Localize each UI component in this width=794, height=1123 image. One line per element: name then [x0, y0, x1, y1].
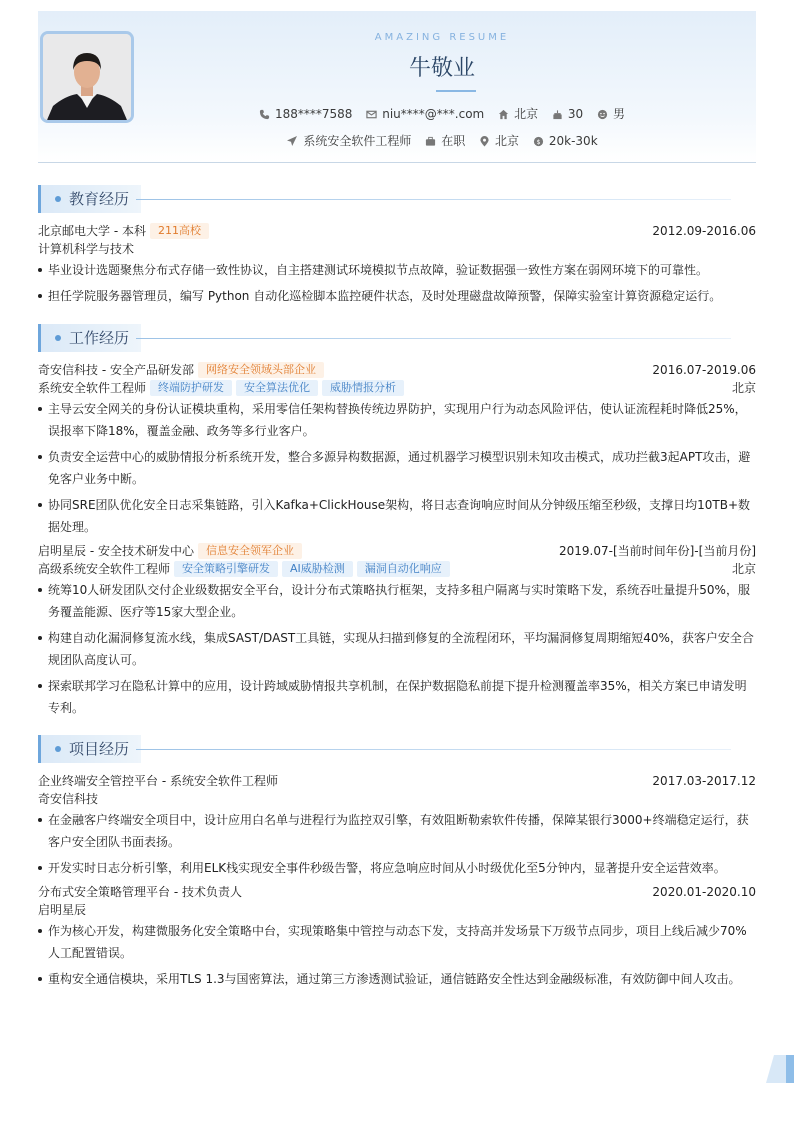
project-bullets: [38, 809, 756, 879]
list-item: 构建自动化漏洞修复流水线，集成SAST/DAST工具链，实现从扫描到修复的全流程闭环，平均漏洞修复周期缩短40%，获客户安全合规团队高度认可。: [38, 627, 756, 671]
list-item: 毕业设计选题聚焦分布式存储一致性协议，自主搭建测试环境模拟节点故障，验证数据强一致性方案在弱网环境下的可靠性。: [38, 259, 756, 281]
education-entry-header: [38, 222, 756, 240]
candidate-name: 牛敬业: [408, 56, 475, 81]
education-bullets: [38, 259, 756, 307]
education-section-header: [38, 185, 756, 215]
target-city-item: [479, 132, 519, 149]
work-entry-header: [38, 361, 756, 379]
project-org: 奇安信科技: [38, 792, 99, 806]
work-bullets: [38, 579, 756, 719]
project-name: 企业终端安全管控平台 - 系统安全软件工程师: [38, 774, 278, 788]
hometown-item: [498, 105, 538, 122]
location-pin-icon: [479, 136, 490, 147]
project-entry-header: [38, 883, 756, 901]
skill-tag: 安全算法优化: [236, 380, 318, 396]
phone-icon: [259, 109, 270, 120]
work-section: [38, 324, 756, 723]
bullet-dot-icon: [55, 746, 61, 752]
education-section-title: [38, 185, 141, 213]
section-divider: [136, 338, 731, 339]
project-entry-header: [38, 772, 756, 790]
project-period: 2020.01-2020.10: [652, 885, 756, 899]
briefcase-icon: [425, 136, 436, 147]
work-role-row: [38, 379, 756, 397]
phone-item: [259, 107, 352, 121]
project-section-header: [38, 735, 756, 765]
education-period: 2012.09-2016.06: [652, 224, 756, 238]
job-status-text: 在职: [441, 134, 466, 148]
gender-text: 男: [613, 107, 626, 121]
school-name: 北京邮电大学 - 本科: [38, 224, 146, 238]
target-city-text: 北京: [495, 134, 520, 148]
face-icon: [597, 109, 608, 120]
money-icon: [533, 136, 544, 147]
list-item: 重构安全通信模块，采用TLS 1.3与国密算法，通过第三方渗透测试验证，通信链路安全性达到金融级标准，有效防御中间人攻击。: [38, 968, 756, 990]
work-entry-header: [38, 542, 756, 560]
project-title-text: 项目经历: [69, 740, 130, 758]
skill-tag: 漏洞自动化响应: [357, 561, 450, 577]
target-position-text: 系统安全软件工程师: [303, 134, 412, 148]
resume-header: [38, 11, 756, 163]
svg-text:$: $: [536, 137, 541, 146]
company-tag: 网络安全领域头部企业: [198, 362, 324, 378]
project-org: 启明星辰: [38, 903, 87, 917]
mail-icon: [366, 109, 377, 120]
gender-item: [597, 105, 625, 122]
project-section: [38, 735, 756, 994]
list-item: 开发实时日志分析引擎，利用ELK栈实现安全事件秒级告警，将应急响应时间从小时级优化至5分钟内，显著提升安全运营效率。: [38, 857, 756, 879]
bullet-dot-icon: [55, 335, 61, 341]
work-period: 2016.07-2019.06: [652, 363, 756, 377]
list-item: 协同SRE团队优化安全日志采集链路，引入Kafka+ClickHouse架构，将日志查询响应时间从分钟级压缩至秒级，支撑日均10TB+数据处理。: [38, 494, 756, 538]
list-item: 负责安全运营中心的威胁情报分析系统开发，整合多源异构数据源，通过机器学习模型识别未知攻击模式，成功拦截3起APT攻击，避免客户业务中断。: [38, 446, 756, 490]
company-name: 启明星辰 - 安全技术研发中心: [38, 544, 194, 558]
skill-tag: 终端防护研发: [150, 380, 232, 396]
skill-tag: AI威胁检测: [282, 561, 353, 577]
name-underline: [436, 90, 476, 92]
work-bullets: [38, 398, 756, 538]
list-item: 统筹10人研发团队交付企业级数据安全平台，设计分布式策略执行框架，支持多租户隔离与实时策略下发，系统吞吐量提升50%，服务覆盖能源、医疗等15家大型企业。: [38, 579, 756, 623]
age-text: 30: [567, 107, 584, 121]
job-intent-row: [38, 132, 756, 149]
job-role: 系统安全软件工程师: [38, 381, 147, 395]
skill-tag: 安全策略引擎研发: [174, 561, 278, 577]
company-name: 奇安信科技 - 安全产品研发部: [38, 363, 194, 377]
project-name: 分布式安全策略管理平台 - 技术负责人: [38, 885, 242, 899]
company-tag: 信息安全领军企业: [198, 543, 302, 559]
send-icon: [286, 135, 298, 147]
resume-tagline: AMAZING RESUME: [374, 32, 510, 43]
work-location: 北京: [731, 562, 756, 576]
list-item: 主导云安全网关的身份认证模块重构，采用零信任架构替换传统边界防护，实现用户行为动态风险评估，使认证流程耗时降低25%，误报率下降18%，覆盖金融、政务等多行业客户。: [38, 398, 756, 442]
work-section-title: [38, 324, 141, 352]
education-section: [38, 185, 756, 311]
school-tag: 211高校: [150, 223, 209, 239]
hometown-text: 北京: [514, 107, 539, 121]
work-title-text: 工作经历: [69, 329, 130, 347]
age-item: [552, 107, 583, 121]
list-item: 探索联邦学习在隐私计算中的应用，设计跨域威胁情报共享机制，在保护数据隐私前提下提升检测覆盖率35%，相关方案已申请发明专利。: [38, 675, 756, 719]
project-period: 2017.03-2017.12: [652, 774, 756, 788]
work-section-header: [38, 324, 756, 354]
section-divider: [136, 199, 731, 200]
phone-text: 188****7588: [274, 107, 353, 121]
list-item: 作为核心开发，构建微服务化安全策略中台，实现策略集中管控与动态下发，支持高并发场景下万级节点同步，项目上线后减少70%人工配置错误。: [38, 920, 756, 964]
contact-info-row: [38, 105, 756, 122]
bullet-dot-icon: [55, 196, 61, 202]
salary-text: 20k-30k: [548, 134, 598, 148]
major-name: 计算机科学与技术: [38, 242, 135, 256]
education-title-text: 教育经历: [69, 190, 130, 208]
project-bullets: [38, 920, 756, 990]
cake-icon: [552, 109, 563, 120]
email-item: [366, 107, 484, 121]
home-icon: [498, 109, 509, 120]
list-item: 担任学院服务器管理员，编写 Python 自动化巡检脚本监控硬件状态，及时处理磁盘故障预警，保障实验室计算资源稳定运行。: [38, 285, 756, 307]
work-location: 北京: [731, 381, 756, 395]
job-status-item: [425, 132, 465, 149]
salary-item: [533, 134, 598, 148]
corner-decoration: [766, 1055, 794, 1083]
skill-tag: 威胁情报分析: [322, 380, 404, 396]
target-position-item: [286, 132, 411, 149]
email-text: niu****@***.com: [382, 107, 485, 121]
job-role: 高级系统安全软件工程师: [38, 562, 171, 576]
work-role-row: [38, 560, 756, 578]
project-section-title: [38, 735, 141, 763]
work-period: 2019.07-[当前时间年份]-[当前月份]: [558, 544, 756, 558]
list-item: 在金融客户终端安全项目中，设计应用白名单与进程行为监控双引擎，有效阻断勒索软件传播，保障某银行3000+终端稳定运行，获客户安全团队书面表扬。: [38, 809, 756, 853]
section-divider: [136, 749, 731, 750]
resume-page: [38, 11, 756, 986]
